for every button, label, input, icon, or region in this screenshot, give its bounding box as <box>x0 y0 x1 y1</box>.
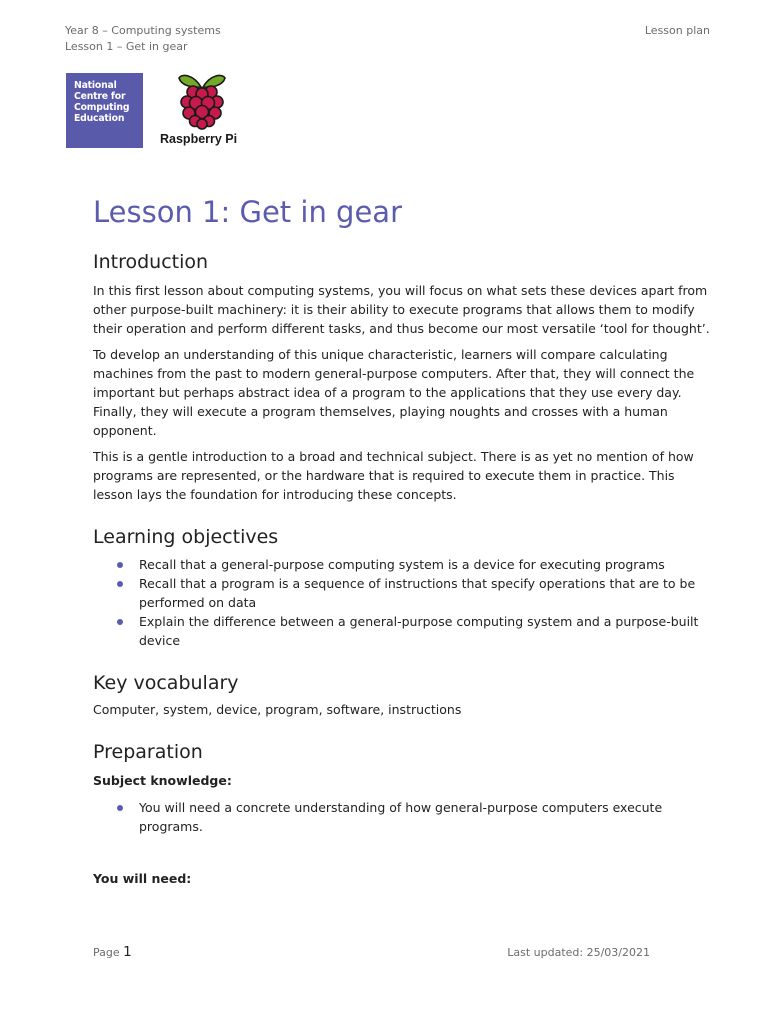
vocabulary-heading: Key vocabulary <box>93 672 239 694</box>
intro-paragraph: This is a gentle introduction to a broad and technical subject. There is as yet no mention of how programs are represented, or the hardware that is required to execute them in practice. This lesson lays the foundation for introducing these concepts. <box>93 449 694 502</box>
running-header <box>65 23 221 55</box>
raspberry-pi-logo <box>160 72 244 152</box>
page-number: 1 <box>123 944 132 960</box>
page-label: Page <box>93 946 120 959</box>
ncce-logo-line: National <box>74 80 117 91</box>
lesson-title: Lesson 1: Get in gear <box>93 195 402 229</box>
header-lesson: Lesson 1 – Get in gear <box>65 40 188 53</box>
list-item: Explain the difference between a general-purpose computing system and a purpose-built device <box>93 612 713 650</box>
subject-knowledge-label: Subject knowledge: <box>93 773 232 788</box>
header-doc-type: Lesson plan <box>644 24 710 37</box>
ncce-logo-line: Computing <box>74 102 130 113</box>
page-indicator <box>93 944 132 960</box>
last-updated: Last updated: 25/03/2021 <box>507 946 650 959</box>
list-item: Recall that a program is a sequence of instructions that specify operations that are to be performed on data <box>93 574 713 612</box>
vocabulary-text: Computer, system, device, program, software, instructions <box>93 702 462 717</box>
intro-paragraph: In this first lesson about computing systems, you will focus on what sets these devices apart from other purpose-built machinery: it is their ability to execute programs that allows them to modify their operation and perform different tasks, and thus become our most versatile ‘tool for thought’. <box>93 283 710 336</box>
header-course: Year 8 – Computing systems <box>65 24 221 37</box>
raspberry-pi-wordmark: Raspberry Pi <box>160 132 238 146</box>
raspberry-icon <box>176 72 228 130</box>
lesson-body <box>93 190 713 888</box>
ncce-logo-line: Education <box>74 113 125 124</box>
subject-knowledge-list <box>93 798 713 836</box>
introduction-heading: Introduction <box>93 251 209 273</box>
intro-paragraph: To develop an understanding of this unique characteristic, learners will compare calculating machines from the past to modern general-purpose computers. After that, they will connect the important but perhaps abstract idea of a program to the applications that they use every day. Finally, they will execute a program themselves, playing noughts and crosses with a human opponent. <box>93 347 695 438</box>
objectives-heading: Learning objectives <box>93 526 279 548</box>
ncce-logo <box>66 73 143 148</box>
ncce-logo-line: Centre for <box>74 91 126 102</box>
you-will-need-label: You will need: <box>93 871 192 886</box>
preparation-heading: Preparation <box>93 741 203 763</box>
list-item: Recall that a general-purpose computing system is a device for executing programs <box>93 555 713 574</box>
objectives-list <box>93 555 713 650</box>
list-item: You will need a concrete understanding of how general-purpose computers execute programs. <box>93 798 713 836</box>
